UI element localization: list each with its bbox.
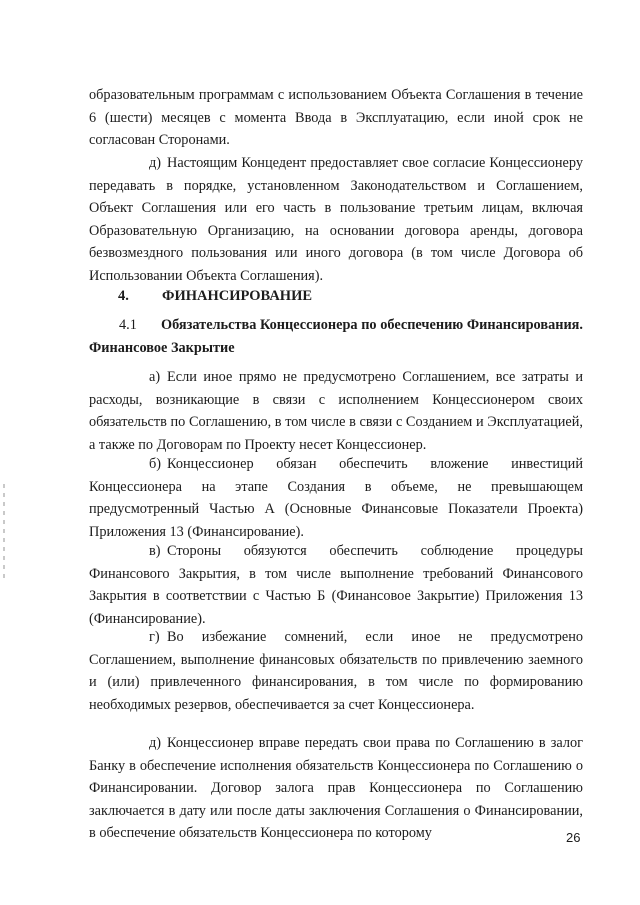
item-letter: г) [149,629,160,645]
item-letter: в) [149,543,161,559]
item-text: Концессионер обязан обеспечить вложение инвестиций Концессионера на этапе Создания в объеме, не превышающем предусмотренный Частью А (Основные Финансовые Показатели Проекта) Приложения 13 (Финансирование). [89,456,583,540]
page-number: 26 [566,830,581,845]
subsection-heading [89,314,583,359]
paragraph-continued: образовательным программам с использованием Объекта Соглашения в течение 6 (шести) месяцев с момента Ввода в Эксплуатацию, если иной срок не согласован Сторонами. [89,87,583,149]
list-item [89,366,583,456]
item-letter: а) [149,369,161,385]
paragraph-d [89,152,583,288]
item-text: Настоящим Концедент предоставляет свое согласие Концессионеру передавать в порядке, установленном Законодательством и Соглашением, Объект Соглашения или его часть в пользование третьим лицам, включая Образовательную Организацию, на основании договора аренды, договора безвозмездного пользования или иного договора (в том числе Договора об Использовании Объекта Соглашения). [89,155,583,284]
list-item [89,540,583,630]
section-title: ФИНАНСИРОВАНИЕ [162,288,313,304]
item-text: Если иное прямо не предусмотрено Соглашением, все затраты и расходы, возникающие в связи с исполнением Концессионером своих обязательств по Соглашению, в том числе в связи с Созданием и Эксплуатацией, а также по Договорам по Проекту несет Концессионер. [89,369,583,453]
list-item [89,732,583,845]
list-item [89,453,583,543]
section-heading [118,285,312,308]
list-item [89,626,583,716]
scan-artifact [3,484,5,580]
subsection-number: 4.1 [119,317,137,333]
section-number: 4. [118,288,129,304]
item-letter: д) [149,735,162,751]
item-letter: д) [149,155,162,171]
item-letter: б) [149,456,162,472]
subsection-title: Обязательства Концессионера по обеспечению Финансирования. Финансовое Закрытие [89,317,583,356]
item-text: Во избежание сомнений, если иное не предусмотрено Соглашением, выполнение финансовых обязательств по привлечению заемного и (или) привлеченного финансирования, в том числе по формированию необходимых резервов, обеспечивается за счет Концессионера. [89,629,583,713]
item-text: Стороны обязуются обеспечить соблюдение процедуры Финансового Закрытия, в том числе выполнение требований Финансового Закрытия в соответствии с Частью Б (Финансовое Закрытие) Приложения 13 (Финансирование). [89,543,583,627]
item-text: Концессионер вправе передать свои права по Соглашению в залог Банку в обеспечение исполнения обязательств Концессионера по Соглашению о Финансировании. Договор залога прав Концессионера по Соглашению заключается в дату или после даты заключения Соглашения о Финансировании, в обеспечение обязательств Концессионера по которому [89,735,583,842]
